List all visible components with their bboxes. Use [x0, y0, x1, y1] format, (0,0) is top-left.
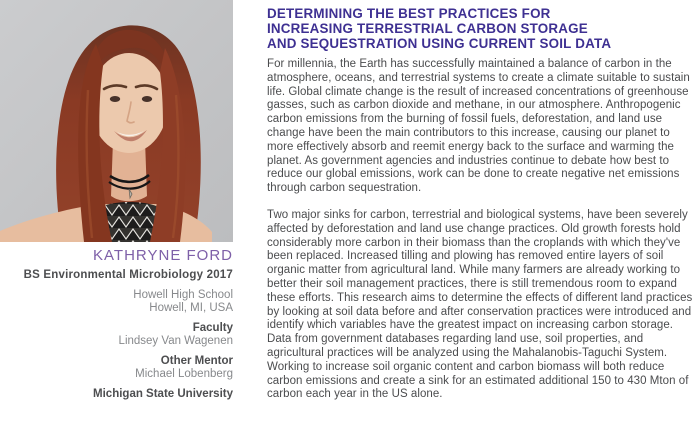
- profile-photo: [0, 0, 233, 242]
- student-degree: BS Environmental Microbiology 2017: [23, 269, 233, 281]
- portrait-illustration: [0, 0, 233, 242]
- abstract-title: [267, 6, 693, 51]
- abstract-title-line1: DETERMINING THE BEST PRACTICES FOR: [267, 6, 551, 21]
- abstract-paragraph-1: For millennia, the Earth has successfully maintained a balance of carbon in the atmosphere, oceans, and terrestrial systems to create a climate suitable to sustain life. Global climate change is the result of increased concentrations of greenhouse gasses, such as carbon dioxide and methane, in our atmosphere. Anthropogenic carbon emissions from the burning of fossil fuels, deforestation, and land use change have been the main contributors to this increase, causing our planet to more effectively absorb and reemit energy back to the surface and warming the planet. As government agencies and industries continue to debate how best to reduce our global emissions, work can be done to create negative net emissions through carbon sequestration.: [267, 58, 690, 195]
- high-school-location: Howell, MI, USA: [149, 301, 233, 314]
- high-school-name: Howell High School: [133, 289, 233, 301]
- mentor-group: [0, 355, 233, 380]
- student-name: KATHRYNE FORD: [93, 247, 233, 264]
- university-name: Michigan State University: [93, 388, 233, 400]
- other-mentor-name: Michael Lobenberg: [135, 367, 233, 380]
- faculty-group: [0, 322, 233, 347]
- abstract-column: [267, 6, 693, 402]
- abstract-title-line2: INCREASING TERRESTRIAL CARBON STORAGE: [267, 21, 588, 36]
- faculty-name: Lindsey Van Wagenen: [118, 334, 233, 347]
- other-mentor-label: Other Mentor: [160, 355, 233, 367]
- faculty-label: Faculty: [192, 322, 233, 334]
- abstract-paragraph-2: Two major sinks for carbon, terrestrial and biological systems, have been severely affected by deforestation and land use change practices. Old growth forests hold considerably more carbon in their biomass than the croplands with which they've been replaced. Increased tilling and plowing has removed entire layers of soil organic matter from agricultural land. While many farmers are already working to better their soil management practices, there is still tremendous room to expand these efforts. This research aims to determine the effects of different land practices by looking at soil data before and after conservation practices were introduced and identify which variables have the greatest impact on increasing carbon storage. Data from government databases regarding land use, soil properties, and agricultural practices will be analyzed using the Mahalanobis-Taguchi System. Working to increase soil organic content and carbon biomass will both reduce carbon emissions and create a sink for an estimated additional 150 to 430 Mton of carbon each year in the US alone.: [267, 208, 693, 401]
- student-sidebar: [0, 247, 233, 400]
- high-school-group: [0, 289, 233, 314]
- abstract-title-line3: AND SEQUESTRATION USING CURRENT SOIL DATA: [267, 36, 612, 51]
